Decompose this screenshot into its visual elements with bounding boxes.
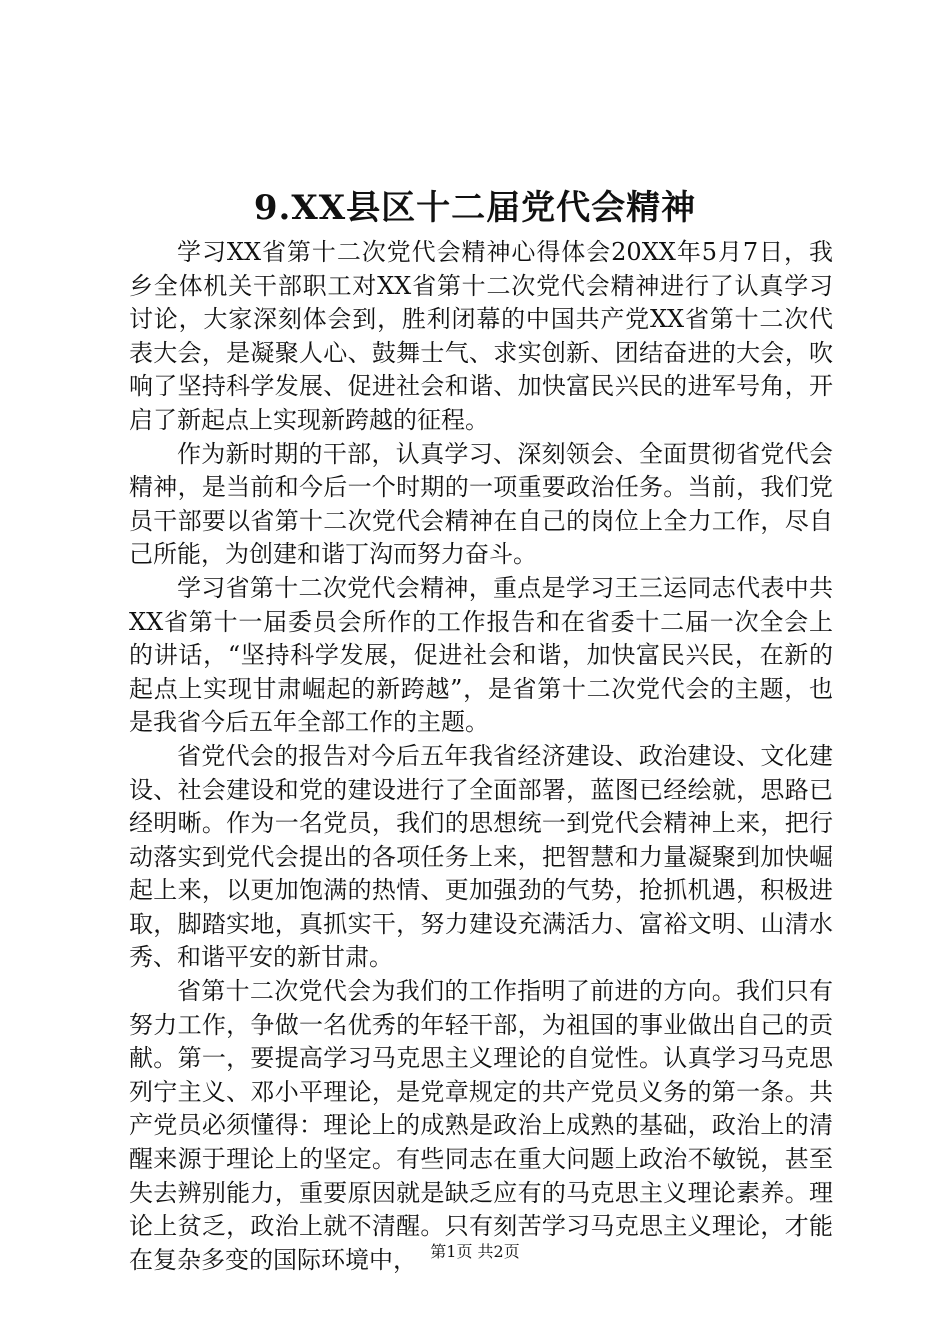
paragraph-3: 学习省第十二次党代会精神，重点是学习王三运同志代表中共XX省第十一届委员会所作的工作报告和在省委十二届一次全会上的讲话，“坚持科学发展，促进社会和谐，加快富民兴民，在新的起点上实现甘肃崛起的新跨越”，是省第十二次党代会的主题，也是我省今后五年全部工作的主题。 — [129, 573, 833, 737]
document-body — [129, 236, 833, 1277]
paragraph-5: 省第十二次党代会为我们的工作指明了前进的方向。我们只有努力工作，争做一名优秀的年轻干部，为祖国的事业做出自己的贡献。第一，要提高学习马克思主义理论的自觉性。认真学习马克思列宁主义、邓小平理论，是党章规定的共产党员义务的第一条。共产党员必须懂得：理论上的成熟是政治上成熟的基础，政治上的清醒来源于理论上的坚定。有些同志在重大问题上政治不敏锐，甚至失去辨别能力，重要原因就是缺乏应有的马克思主义理论素养。理论上贫乏，政治上就不清醒。只有刻苦学习马克思主义理论，才能在复杂多变的国际环境中， — [129, 977, 833, 1274]
paragraph-2: 作为新时期的干部，认真学习、深刻领会、全面贯彻省党代会精神，是当前和今后一个时期的一项重要政治任务。当前，我们党员干部要以省第十二次党代会精神在自己的岗位上全力工作，尽自己所能，为创建和谐丁沟而努力奋斗。 — [129, 439, 833, 569]
document-title: 9.XX县区十二届党代会精神 — [253, 188, 697, 228]
paragraph-4: 省党代会的报告对今后五年我省经济建设、政治建设、文化建设、社会建设和党的建设进行了全面部署，蓝图已经绘就，思路已经明晰。作为一名党员，我们的思想统一到党代会精神上来，把行动落实到党代会提出的各项任务上来，把智慧和力量凝聚到加快崛起上来，以更加饱满的热情、更加强劲的气势，抢抓机遇，积极进取，脚踏实地，真抓实干，努力建设充满活力、富裕文明、山清水秀、和谐平安的新甘肃。 — [129, 741, 833, 972]
paragraph-1: 学习XX省第十二次党代会精神心得体会20XX年5月7日，我乡全体机关干部职工对XX省第十二次党代会精神进行了认真学习讨论，大家深刻体会到，胜利闭幕的中国共产党XX省第十二次代表大会，是凝聚人心、鼓舞士气、求实创新、团结奋进的大会，吹响了坚持科学发展、促进社会和谐、加快富民兴民的进军号角，开启了新起点上实现新跨越的征程。 — [129, 238, 833, 434]
page-footer: 第1页 共2页 — [430, 1242, 520, 1261]
